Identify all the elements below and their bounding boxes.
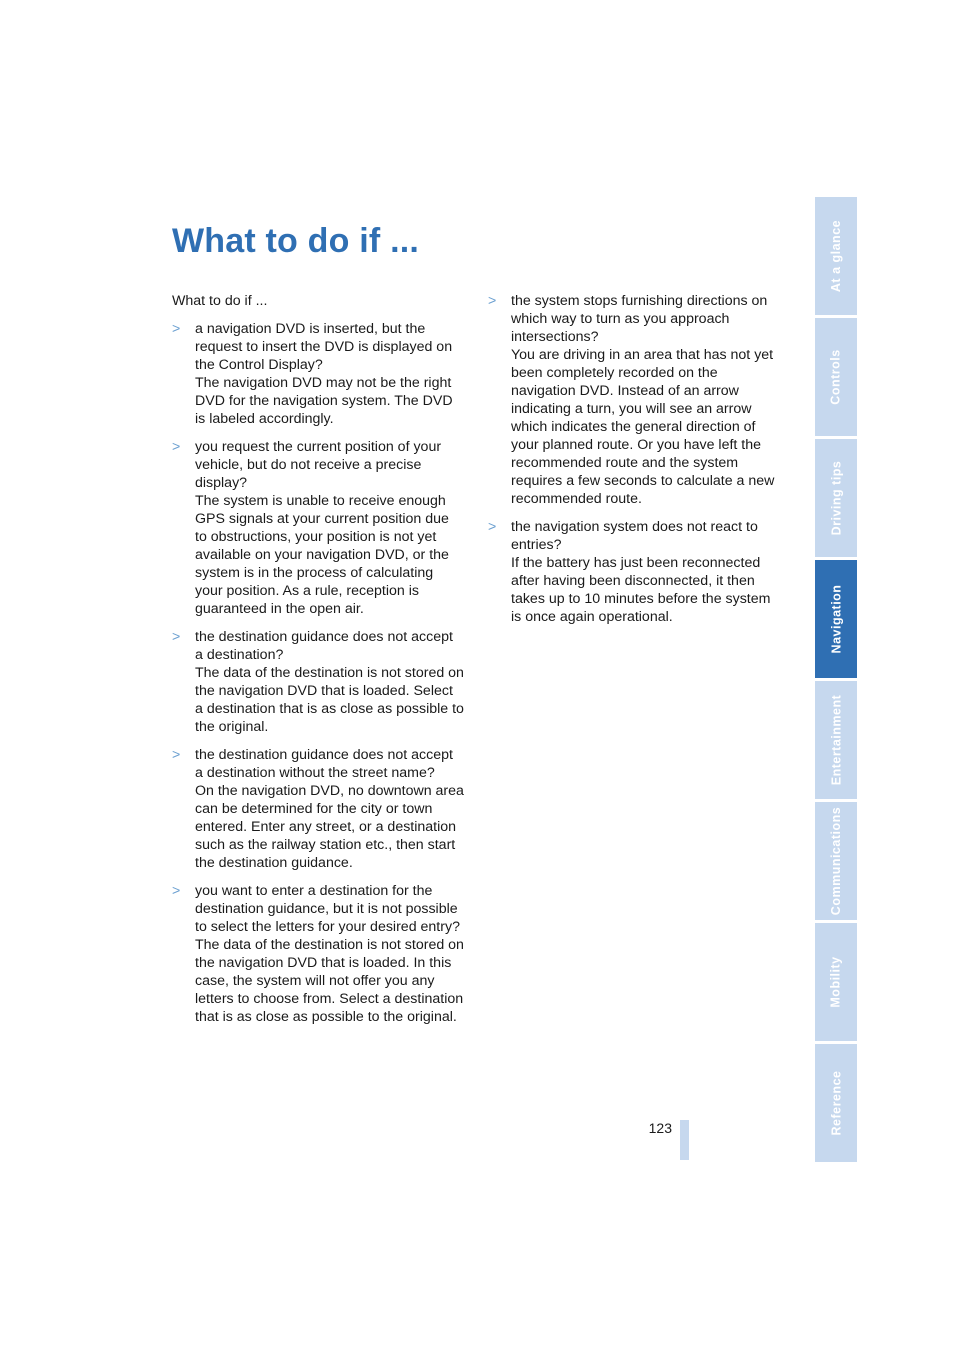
list-item (172, 628, 464, 736)
bullet-arrow-icon: > (488, 519, 497, 535)
right-item-list (488, 292, 780, 626)
sidebar-tab-navigation[interactable] (815, 560, 857, 678)
bullet-arrow-icon: > (172, 883, 181, 899)
sidebar-tab-label: Communications (829, 806, 843, 916)
left-item-list (172, 320, 464, 1026)
sidebar-tab-label: Reference (829, 1070, 844, 1136)
item-answer: The system is unable to receive enough GPS signals at your current position due to obstructions, your position is not yet available on your navigation DVD, or the system is in the process of calculating your position. As a rule, reception is guaranteed in the open air. (195, 493, 449, 617)
list-item (488, 518, 780, 626)
item-text (511, 292, 780, 508)
sidebar-tab-communications[interactable] (815, 802, 857, 920)
intro-text: What to do if ... (172, 293, 268, 309)
bullet-arrow-icon: > (172, 747, 181, 763)
bullet-arrow-icon: > (172, 439, 181, 455)
item-text (195, 746, 464, 872)
bullet-arrow-icon: > (172, 321, 181, 337)
bullet-arrow-icon: > (172, 629, 181, 645)
item-question: the destination guidance does not accept a destination without the street name? (195, 747, 453, 781)
item-answer: If the battery has just been reconnected after having been disconnected, it then takes up to 10 minutes before the system is once again operational. (511, 555, 771, 625)
sidebar-tab-at-a-glance[interactable] (815, 197, 857, 315)
item-answer: You are driving in an area that has not yet been completely recorded on the navigation DVD. Instead of an arrow indicating a turn, you will see an arrow which indicates the general direction of your planned route. Or you have left the recommended route and the system requires a few seconds to calculate a new recommended route. (511, 347, 775, 507)
bullet-arrow-icon: > (488, 293, 497, 309)
item-question: the destination guidance does not accept a destination? (195, 629, 453, 663)
chapter-sidebar (815, 197, 857, 1160)
item-question: you want to enter a destination for the destination guidance, but it is not possible to select the letters for your desired entry? (195, 883, 460, 935)
sidebar-tab-label: Controls (829, 349, 844, 405)
item-text (195, 882, 464, 1026)
sidebar-tab-label: Navigation (829, 584, 843, 654)
item-question: you request the current position of your vehicle, but do not receive a precise display? (195, 439, 442, 491)
item-text (195, 438, 464, 618)
sidebar-tab-controls[interactable] (815, 318, 857, 436)
sidebar-tab-label: Entertainment (829, 694, 844, 786)
item-question: the navigation system does not react to entries? (511, 519, 758, 553)
page-number: 123 (648, 1120, 672, 1136)
list-item (172, 320, 464, 428)
page-number-bar (680, 1120, 689, 1160)
item-text (511, 518, 780, 626)
item-text (195, 628, 464, 736)
sidebar-tab-label: Mobility (829, 956, 843, 1008)
item-answer: The navigation DVD may not be the right DVD for the navigation system. The DVD is labeled accordingly. (195, 375, 453, 427)
left-column (172, 292, 464, 1036)
item-answer: The data of the destination is not stored on the navigation DVD that is loaded. Select a destination that is as close as possible to the original. (195, 665, 464, 735)
sidebar-tab-entertainment[interactable] (815, 681, 857, 799)
item-answer: The data of the destination is not stored on the navigation DVD that is loaded. In this case, the system will not offer you any letters to choose from. Select a destination that is as close as possible to the original. (195, 937, 464, 1025)
item-text (195, 320, 464, 428)
item-question: the system stops furnishing directions on which way to turn as you approach intersections? (511, 293, 768, 345)
list-item (172, 746, 464, 872)
list-item (488, 292, 780, 508)
item-question: a navigation DVD is inserted, but the request to insert the DVD is displayed on the Control Display? (195, 321, 453, 373)
sidebar-tab-label: At a glance (829, 219, 843, 293)
sidebar-tab-reference[interactable] (815, 1044, 857, 1162)
sidebar-tab-mobility[interactable] (815, 923, 857, 1041)
item-answer: On the navigation DVD, no downtown area can be determined for the city or town entered. Enter any street, or a destination such as the railway station etc., then start the destination guidance. (195, 783, 464, 871)
sidebar-tab-label: Driving tips (829, 460, 844, 536)
right-column (488, 292, 780, 636)
sidebar-tab-driving-tips[interactable] (815, 439, 857, 557)
list-item (172, 882, 464, 1026)
list-item (172, 438, 464, 618)
page-title: What to do if ... (172, 222, 420, 260)
